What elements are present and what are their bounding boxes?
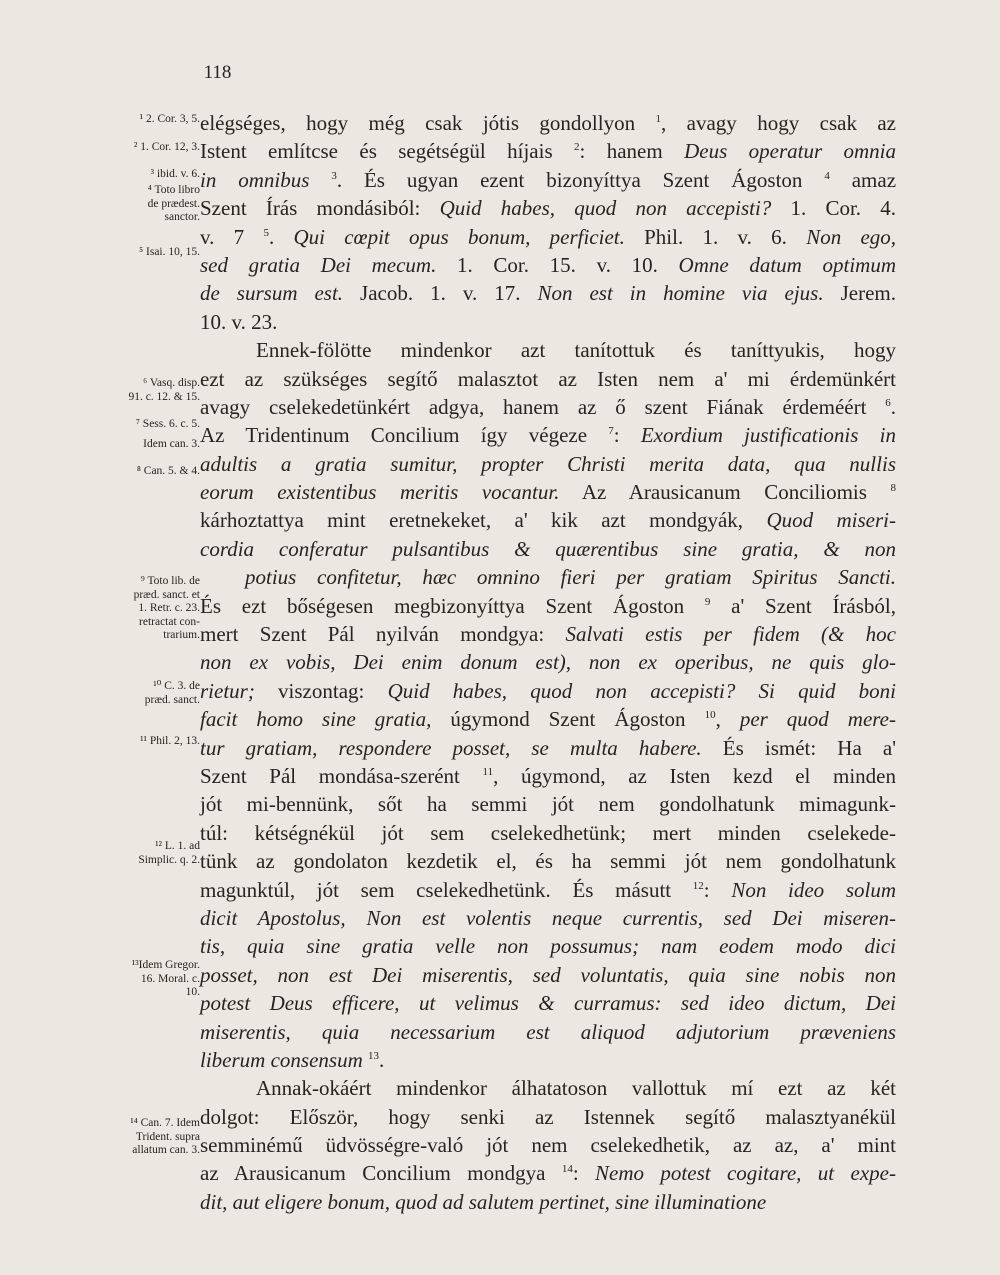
text-line: [200, 762, 896, 790]
text-run: És ismét: Ha a': [701, 735, 897, 760]
margin-note-line: sanctor.: [164, 211, 200, 223]
text-line: [200, 876, 896, 904]
text-run: .: [890, 394, 896, 419]
text-run: : hanem: [579, 139, 685, 164]
footnote-marker: 11: [482, 765, 494, 778]
text-run: viszontag:: [254, 678, 388, 703]
footnote-marker: 8: [890, 482, 896, 495]
margin-note: [72, 735, 200, 749]
footnote-marker: 9: [704, 595, 711, 608]
text-run: , úgymond, az Isten kezd el minden: [493, 763, 896, 788]
text-line: [200, 251, 896, 279]
text-line: [200, 705, 896, 733]
margin-note-line: de prædest.: [147, 197, 200, 210]
latin-quote: Quid habes, quod non accepisti?: [439, 196, 772, 221]
text-run: semminémű üdvösségre-való jót nem cselekedhetik, az az, a' mint: [200, 1133, 896, 1158]
margin-note-line: ¹¹ Phil. 2, 13.: [140, 735, 200, 747]
latin-quote: cordia conferatur pulsantibus & quærentibus sine gratia, & non: [200, 536, 896, 561]
latin-quote: Quod miseri-: [766, 508, 896, 533]
margin-note: [72, 246, 200, 260]
text-line: [200, 506, 896, 534]
text-run: 1. Cor. 15. v. 10.: [436, 252, 679, 277]
text-run: amaz: [829, 167, 897, 192]
margin-note-line: Idem can. 3.: [143, 438, 200, 450]
footnote-marker: 4: [824, 169, 830, 182]
text-run: ,: [715, 707, 740, 732]
margin-note: [72, 418, 200, 432]
margin-note: [72, 113, 200, 127]
margin-note: [72, 680, 200, 707]
footnote-marker: 6: [885, 396, 891, 409]
text-run: :: [572, 1161, 596, 1186]
margin-note-line: ⁸ Can. 5. & 4.: [136, 465, 200, 477]
text-line: [200, 109, 896, 137]
text-run: .: [378, 1047, 385, 1072]
text-run: 10. v. 23.: [200, 309, 278, 334]
text-run: Istent említcse és segétségül híjais: [200, 139, 574, 164]
margin-note-line: ¹² L. 1. ad: [155, 840, 200, 852]
latin-quote: sed gratia Dei mecum.: [200, 252, 437, 277]
text-run: avagy cselekedetünkért adgya, hanem az ő szent Fiának érdeméért: [200, 394, 886, 419]
margin-note: [72, 959, 200, 1000]
text-run: ezt az szükséges segítő malasztot az Isten nem a' mi érdemünkért: [200, 366, 896, 391]
text-line: [200, 393, 896, 421]
text-run: .: [268, 224, 294, 249]
text-run: [309, 168, 331, 192]
latin-quote: Non ideo solum: [731, 877, 896, 902]
margin-note: [72, 840, 200, 867]
margin-note-line: retractat con-: [139, 615, 200, 628]
footnote-marker: 2: [574, 141, 580, 154]
text-run: v. 7: [200, 224, 264, 249]
text-run: jót mi-bennünk, sőt ha semmi jót nem gondolhatunk mimagunk-: [200, 792, 896, 817]
footnote-marker: 7: [608, 425, 614, 438]
text-run: kárhoztattya mint eretnekeket, a' kik azt mondgyák,: [200, 508, 767, 533]
text-line: [200, 336, 896, 364]
text-run: a' Szent Írásból,: [710, 593, 897, 618]
text-line: [200, 620, 896, 648]
latin-quote: tur gratiam, respondere posset, se multa habere.: [200, 735, 702, 760]
margin-note: [72, 465, 200, 479]
latin-quote: dit, aut eligere bonum, quod ad salutem pertinet, sine illuminatione: [200, 1189, 767, 1214]
text-line: [200, 450, 896, 478]
text-line: [200, 1131, 896, 1159]
latin-quote: potest Deus efficere, ut velimus & curramus: sed ideo dictum, Dei: [200, 991, 896, 1016]
text-line: [200, 365, 896, 393]
text-run: És ezt bőségesen megbizonyíttya Szent Ágoston: [200, 593, 705, 618]
latin-quote: tis, quia sine gratia velle non possumus; nam eodem modo dici: [200, 934, 896, 959]
margin-note: [72, 141, 200, 155]
margin-note-line: præd. sanct.: [144, 693, 200, 706]
text-run: Szent Pál mondása-szerént: [200, 763, 483, 788]
text-line: [200, 1018, 896, 1046]
text-line: [200, 677, 896, 705]
text-line: [200, 223, 896, 251]
margin-note: [72, 575, 200, 643]
text-line: [200, 166, 896, 194]
margin-note-line: ⁹ Toto lib. de: [140, 575, 200, 587]
text-run: . És ugyan ezent bizonyíttya Szent Ágoston: [336, 167, 825, 192]
text-run: 1. Cor. 4.: [771, 196, 897, 221]
text-line: [200, 648, 896, 676]
text-line: [200, 932, 896, 960]
margin-note-line: ⁴ Toto libro: [147, 184, 200, 196]
text-line: [200, 1103, 896, 1131]
text-line: [200, 194, 896, 222]
text-run: , avagy hogy csak az: [661, 111, 896, 135]
page-number: 118: [203, 62, 232, 83]
margin-note-line: 16. Moral. c.: [140, 972, 200, 985]
footnote-marker: 10: [704, 709, 716, 722]
text-line: [200, 535, 896, 563]
latin-quote: Non ego,: [806, 224, 897, 249]
margin-note-line: Trident. supra: [135, 1130, 200, 1143]
text-line: [200, 790, 896, 818]
text-run: túl: kétségnékül jót sem cselekedhetünk; mert minden cselekede-: [200, 820, 896, 845]
margin-note-line: ¹³Idem Gregor.: [131, 959, 200, 971]
latin-quote: potius confitetur, hæc omnino fieri per gratiam Spiritus Sancti.: [245, 565, 896, 590]
footnote-marker: 14: [561, 1163, 573, 1176]
text-run: Phil. 1. v. 6.: [624, 224, 807, 249]
text-run: tünk az gondolaton kezdetik el, és ha semmi jót nem gondolhatunk: [200, 849, 896, 874]
text-line: [200, 961, 896, 989]
body-text: [200, 109, 896, 1216]
latin-quote: miserentis, quia necessarium est aliquod adjutorium præveniens: [200, 1019, 896, 1044]
latin-quote: eorum existentibus meritis vocantur.: [200, 480, 560, 505]
latin-quote: in omnibus: [200, 167, 310, 192]
margin-note-line: ² 1. Cor. 12, 3.: [133, 141, 200, 153]
latin-quote: Quid habes, quod non accepisti? Si quid boni: [387, 678, 896, 703]
latin-quote: rietur;: [200, 678, 255, 703]
text-run: Az Tridentinum Concilium így végeze: [200, 423, 609, 448]
margin-notes-column: [72, 110, 200, 1210]
latin-quote: Non est in homine via ejus.: [537, 281, 824, 306]
margin-note-line: ⁷ Sess. 6. c. 5.: [135, 418, 200, 430]
latin-quote: Omne datum optimum: [678, 252, 896, 277]
footnote-marker: 1: [655, 113, 661, 125]
margin-note-line: ¹⁰ C. 3. de: [153, 680, 200, 692]
latin-quote: posset, non est Dei miserentis, sed voluntatis, quia sine nobis non: [200, 962, 896, 987]
footnote-marker: 12: [692, 879, 704, 892]
text-line: [200, 904, 896, 932]
text-line: [200, 819, 896, 847]
text-line: [200, 1159, 896, 1187]
text-run: az Arausicanum Concilium mondgya: [200, 1161, 562, 1186]
margin-note: [72, 1117, 200, 1158]
text-line: [200, 1074, 896, 1102]
margin-note: [72, 184, 200, 225]
text-run: úgymond Szent Ágoston: [431, 707, 705, 732]
text-line: [200, 279, 896, 307]
text-line: [200, 137, 896, 165]
margin-note-line: 1. Retr. c. 23.: [138, 602, 200, 614]
text-line: [200, 1046, 896, 1074]
latin-quote: Deus operatur omnia: [684, 139, 896, 164]
text-run: Szent Írás mondásiból:: [200, 196, 440, 221]
margin-note-line: 91. c. 12. & 15.: [128, 390, 200, 403]
text-run: :: [613, 423, 641, 448]
latin-quote: Qui cœpit opus bonum, perficiet.: [293, 224, 625, 249]
margin-note: [72, 438, 200, 452]
text-line: [200, 592, 896, 620]
margin-note-line: 10.: [185, 986, 200, 998]
latin-quote: Exordium justificationis in: [640, 423, 896, 448]
latin-quote: adultis a gratia sumitur, propter Christi merita data, qua nullis: [200, 451, 896, 476]
footnote-marker: 5: [263, 226, 269, 239]
footnote-marker: 3: [331, 169, 337, 182]
text-line: [200, 478, 896, 506]
latin-quote: non ex vobis, Dei enim donum est), non ex operibus, ne quis glo-: [200, 650, 896, 675]
latin-quote: liberum consensum: [200, 1047, 363, 1072]
text-run: dolgot: Először, hogy senki az Istennek segítő malasztyanékül: [200, 1104, 896, 1129]
margin-note-line: trarium.: [163, 629, 200, 641]
latin-quote: de sursum est.: [200, 281, 344, 306]
latin-quote: Nemo potest cogitare, ut expe-: [595, 1161, 896, 1186]
text-line: [200, 847, 896, 875]
margin-note: [72, 377, 200, 404]
text-line: [200, 308, 896, 336]
text-line: [200, 1188, 896, 1216]
margin-note-line: præd. sanct. et: [133, 588, 200, 601]
footnote-marker: 13: [367, 1049, 379, 1062]
margin-note-line: ⁵ Isai. 10, 15.: [139, 246, 200, 258]
text-line: [200, 734, 896, 762]
text-run: :: [703, 877, 732, 902]
text-run: Jacob. 1. v. 17.: [343, 281, 538, 306]
margin-note-line: ³ ibid. v. 6.: [150, 168, 200, 180]
latin-quote: facit homo sine gratia,: [200, 707, 432, 732]
text-run: Jerem.: [823, 281, 896, 306]
margin-note: [72, 168, 200, 182]
text-run: mert Szent Pál nyilván mondgya:: [200, 622, 566, 647]
text-run: magunktúl, jót sem cselekedhetünk. És másutt: [200, 877, 693, 902]
margin-note-line: ¹ 2. Cor. 3, 5.: [139, 113, 200, 125]
text-run: Az Arausicanum Conciliomis: [559, 480, 891, 505]
latin-quote: per quod mere-: [739, 707, 896, 732]
text-run: Ennek-fölötte mindenkor azt tanítottuk és taníttyukis, hogy: [256, 338, 896, 363]
margin-note-line: Simplic. q. 2.: [138, 853, 200, 866]
latin-quote: dicit Apostolus, Non est volentis neque currentis, sed Dei miseren-: [200, 905, 896, 930]
text-run: Annak-okáért mindenkor álhatatoson vallottuk mí ezt az két: [256, 1076, 896, 1101]
margin-note-line: ⁶ Vasq. disp.: [143, 377, 200, 389]
latin-quote: Salvati estis per fidem (& hoc: [565, 622, 896, 647]
text-line: [200, 563, 896, 591]
margin-note-line: allatum can. 3.: [132, 1144, 200, 1156]
text-line: [200, 989, 896, 1017]
text-run: elégséges, hogy még csak jótis gondollyon: [200, 111, 656, 135]
margin-note-line: ¹⁴ Can. 7. Idem: [130, 1117, 200, 1129]
text-line: [200, 421, 896, 449]
